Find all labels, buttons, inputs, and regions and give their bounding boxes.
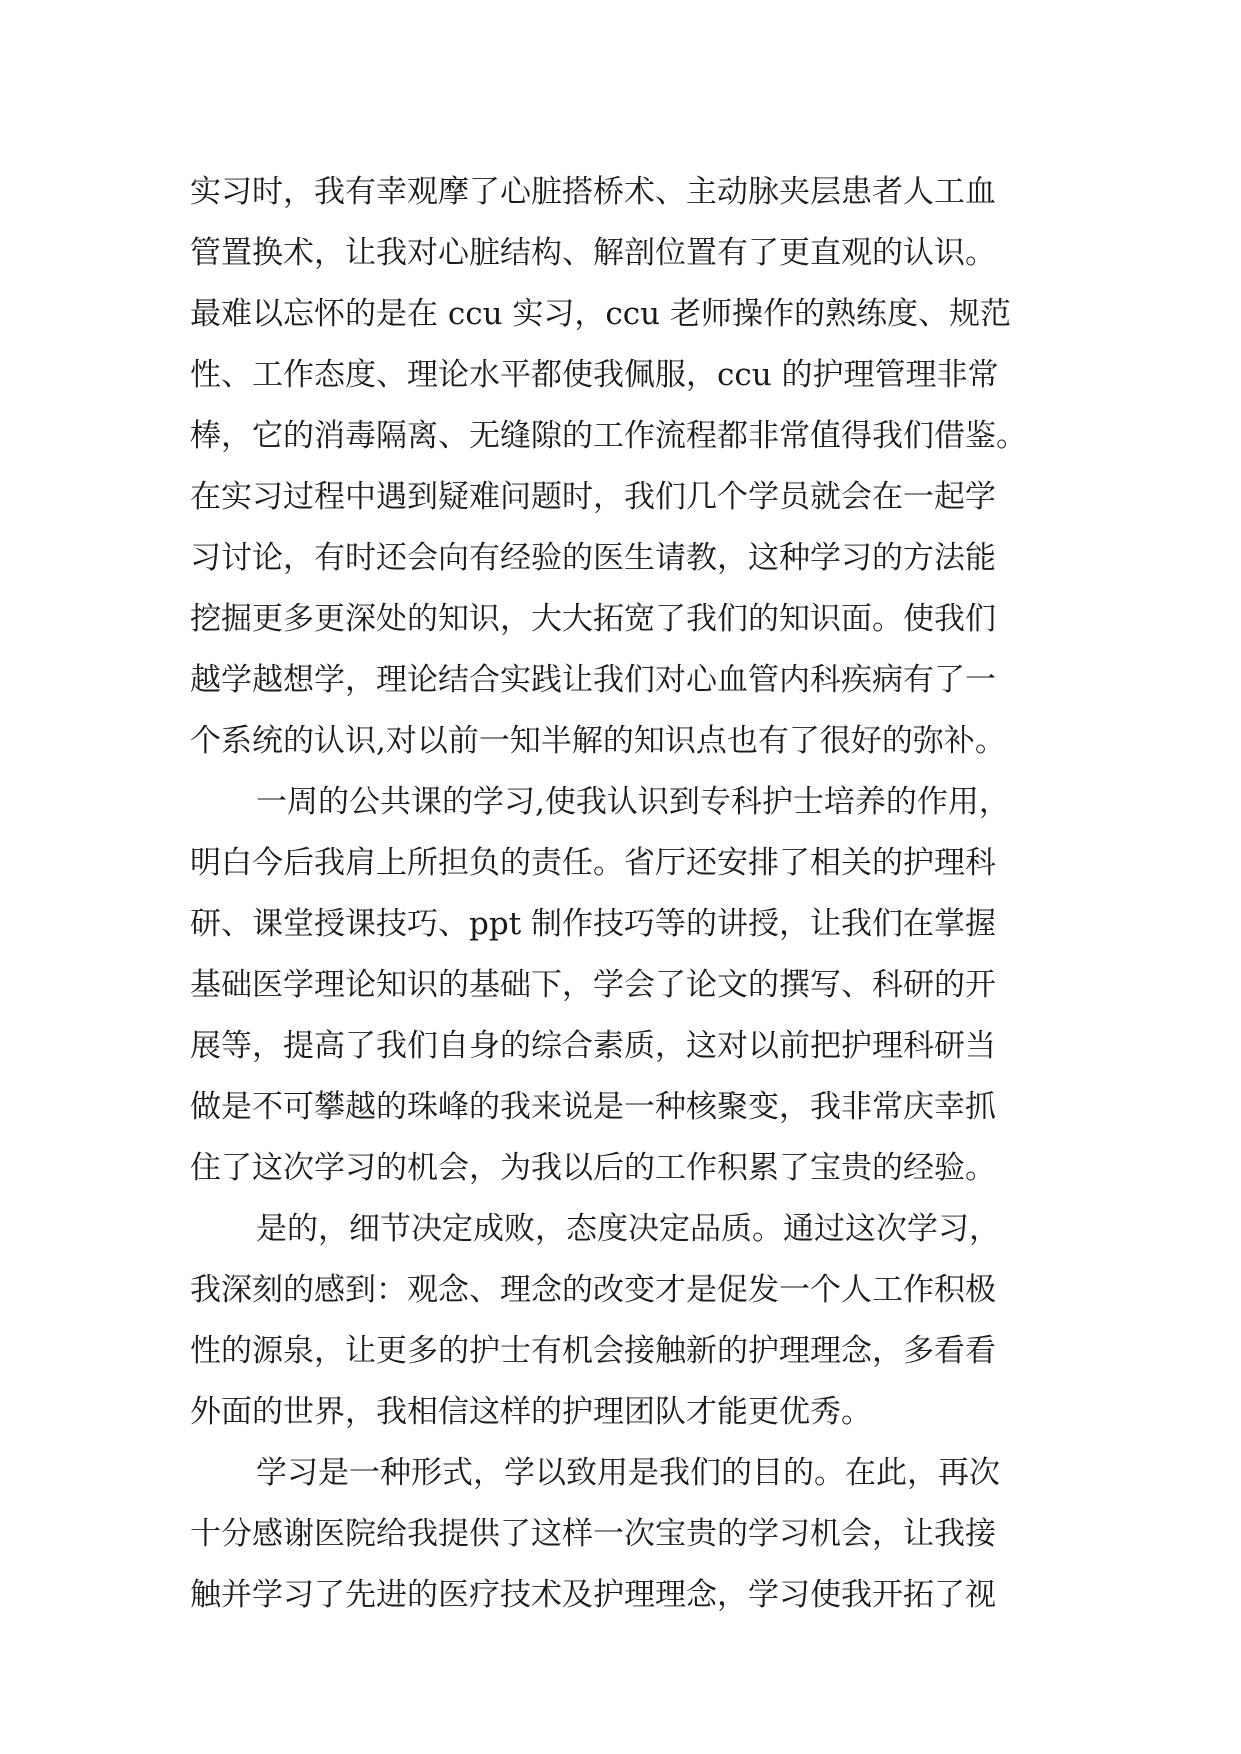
text-line: 触并学习了先进的医疗技术及护理理念，学习使我开拓了视 [190, 1577, 996, 1613]
text-line: 做是不可攀越的珠峰的我来说是一种核聚变，我非常庆幸抓 [190, 1089, 996, 1125]
text-line: 我深刻的感到：观念、理念的改变才是促发一个人工作积极 [190, 1272, 996, 1308]
text-line: 研、课堂授课技巧、ppt 制作技巧等的讲授，让我们在掌握 [190, 906, 996, 942]
text-line: 挖掘更多更深处的知识，大大拓宽了我们的知识面。使我们 [190, 601, 996, 637]
body-text [190, 162, 1070, 1626]
text-line: 性的源泉，让更多的护士有机会接触新的护理理念，多看看 [190, 1333, 996, 1369]
text-line: 性、工作态度、理论水平都使我佩服，ccu 的护理管理非常 [190, 357, 999, 393]
text-line: 最难以忘怀的是在 ccu 实习，ccu 老师操作的熟练度、规范 [190, 296, 1011, 332]
text-line: 明白今后我肩上所担负的责任。省厅还安排了相关的护理科 [190, 845, 996, 881]
text-line: 个系统的认识,对以前一知半解的知识点也有了很好的弥补。 [190, 723, 1006, 759]
paragraph-start-line: 是的，细节决定成败，态度决定品质。通过这次学习， [256, 1211, 1000, 1247]
text-line: 越学越想学，理论结合实践让我们对心血管内科疾病有了一 [190, 662, 996, 698]
text-line: 基础医学理论知识的基础下，学会了论文的撰写、科研的开 [190, 967, 996, 1003]
text-line: 在实习过程中遇到疑难问题时，我们几个学员就会在一起学 [190, 479, 996, 515]
text-line: 住了这次学习的机会，为我以后的工作积累了宝贵的经验。 [190, 1150, 996, 1186]
text-line: 棒，它的消毒隔离、无缝隙的工作流程都非常值得我们借鉴。 [190, 418, 1027, 454]
text-line: 习讨论，有时还会向有经验的医生请教，这种学习的方法能 [190, 540, 996, 576]
text-line: 外面的世界，我相信这样的护理团队才能更优秀。 [190, 1394, 872, 1430]
paragraph-start-line: 学习是一种形式，学以致用是我们的目的。在此，再次 [256, 1455, 1000, 1491]
text-line: 展等，提高了我们自身的综合素质，这对以前把护理科研当 [190, 1028, 996, 1064]
text-line: 实习时，我有幸观摩了心脏搭桥术、主动脉夹层患者人工血 [190, 174, 996, 210]
text-line: 十分感谢医院给我提供了这样一次宝贵的学习机会，让我接 [190, 1516, 996, 1552]
text-line: 管置换术，让我对心脏结构、解剖位置有了更直观的认识。 [190, 235, 996, 271]
paragraph-start-line: 一周的公共课的学习,使我认识到专科护士培养的作用， [256, 784, 1010, 820]
